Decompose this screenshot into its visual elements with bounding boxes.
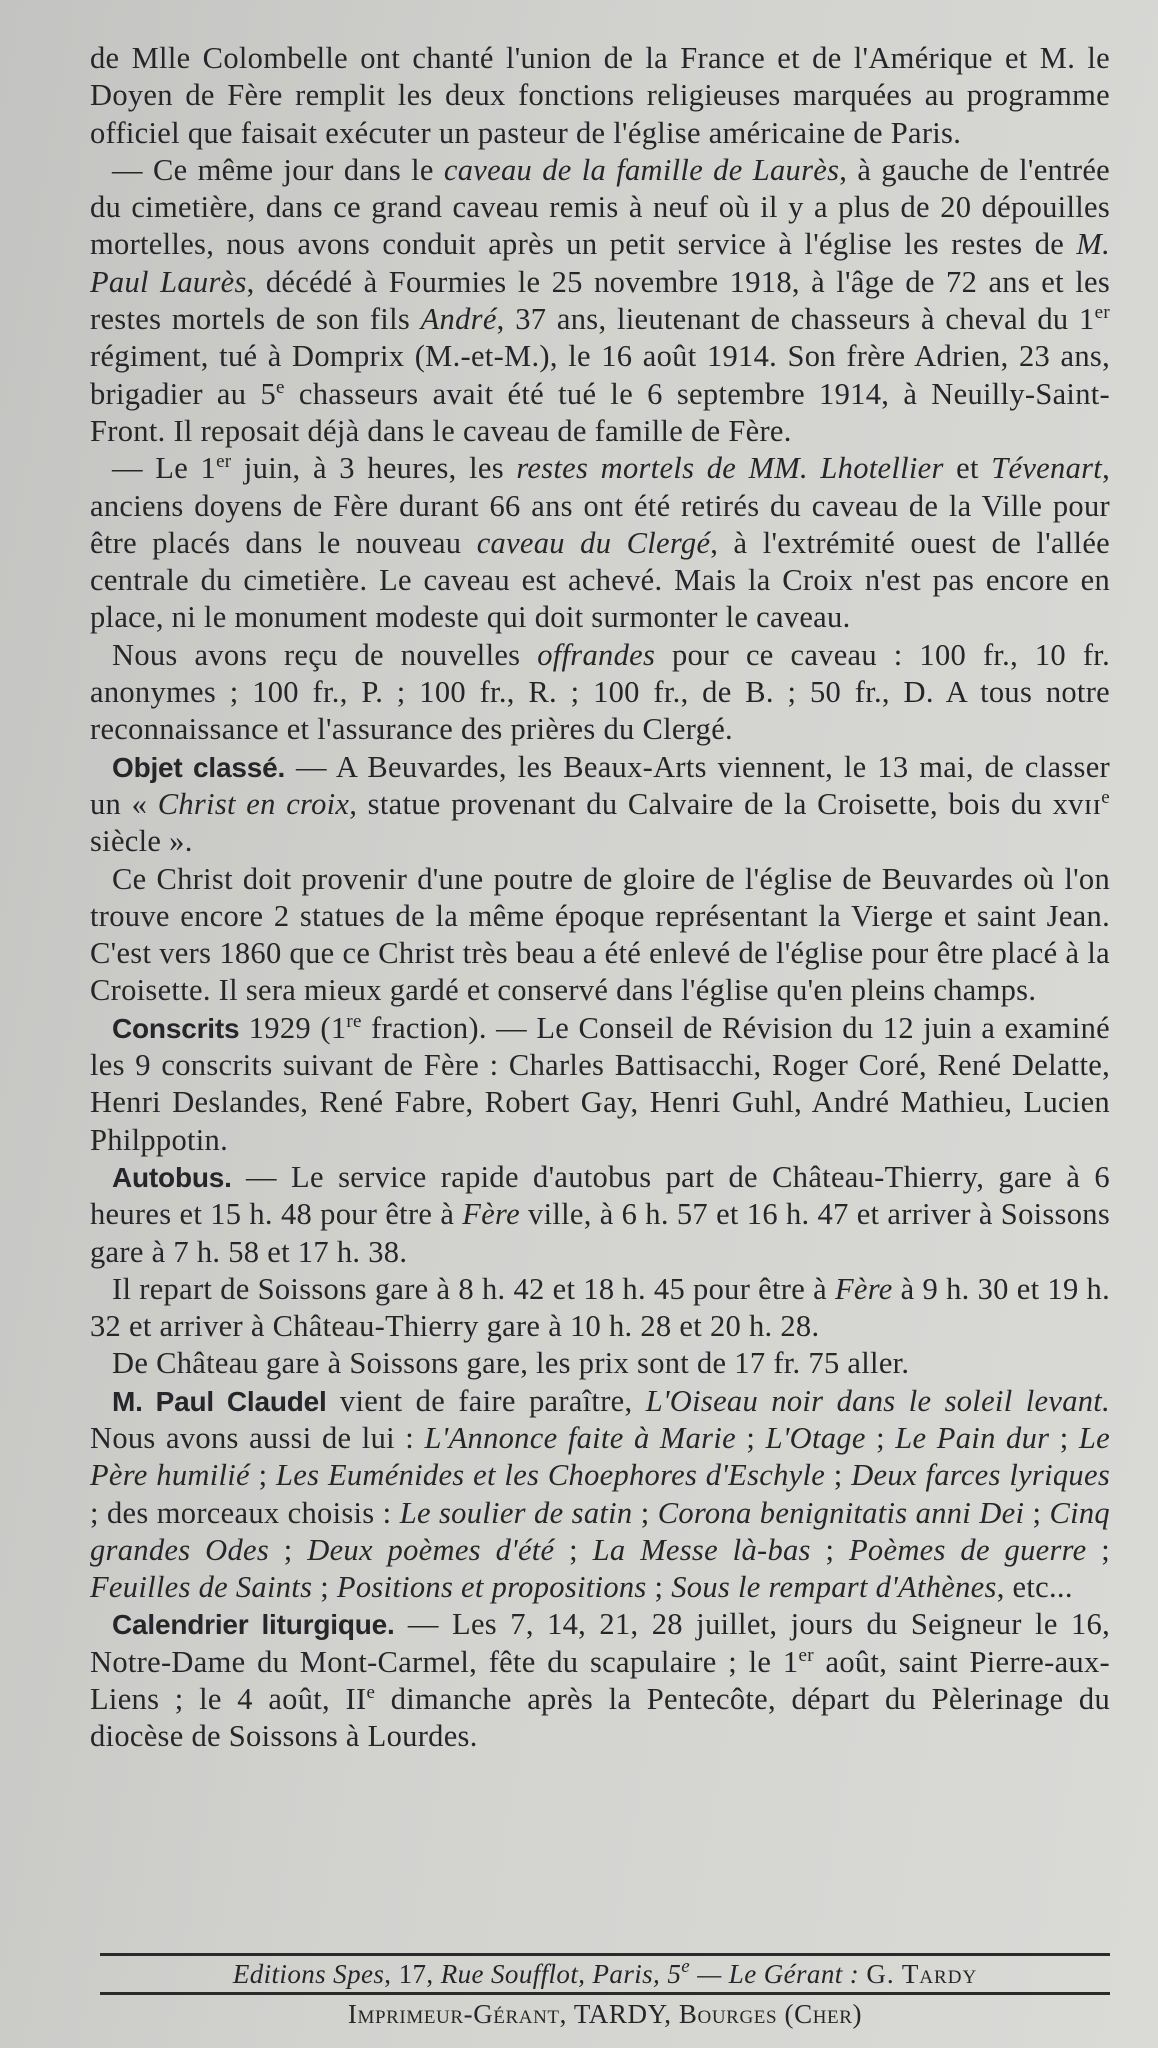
publisher-line bbox=[100, 1957, 1110, 1991]
text-run: ; bbox=[269, 1532, 308, 1567]
text-run: , 37 ans, lieutenant de chasseurs à cheval du 1 bbox=[496, 302, 1095, 337]
paragraph-offrandes bbox=[90, 637, 1110, 749]
text-run: — Les 7, 14, 21, 28 juillet, jours du Seigneur le 16, Notre-Dame du Mont-Carmel, fête du scapulaire ; le 1 bbox=[90, 1607, 1110, 1679]
section-heading: Objet classé. bbox=[112, 751, 286, 783]
italic-run: Feuilles de Saints bbox=[90, 1570, 313, 1605]
section-heading: M. Paul Claudel bbox=[112, 1385, 327, 1417]
text-run: — A Beuvardes, les Beaux-Arts viennent, le 13 mai, de classer un « bbox=[90, 749, 1110, 821]
text-run: ; des morceaux choisis : bbox=[90, 1495, 400, 1530]
section-claudel bbox=[90, 1383, 1110, 1607]
superscript: re bbox=[346, 1010, 362, 1032]
paragraph-prix bbox=[90, 1345, 1110, 1382]
footer-rule-top bbox=[100, 1953, 1110, 1956]
text-run: Nous avons aussi de lui : bbox=[90, 1420, 425, 1455]
text-run: 1929 (1 bbox=[239, 1010, 347, 1045]
text-run: Imprimeur-Gérant bbox=[347, 1999, 560, 2029]
text-run: ville, à 6 h. 57 et 16 h. 47 et arriver à Soissons gare à 7 h. 58 et 17 h. 38. bbox=[90, 1197, 1110, 1269]
section-heading: Calendrier liturgique. bbox=[112, 1609, 395, 1641]
text-run: août, saint Pierre-aux-Liens ; le 4 août, II bbox=[90, 1644, 1110, 1717]
text-run: ; bbox=[865, 1420, 896, 1455]
italic-run: Le Père humilié bbox=[90, 1420, 1111, 1493]
italic-run: restes mortels de MM. Lhotellier bbox=[516, 451, 944, 486]
text-run: De Château gare à Soissons gare, les prix sont de 17 fr. 75 aller. bbox=[112, 1346, 910, 1381]
italic-run: L'Annonce faite à Marie bbox=[424, 1420, 736, 1455]
paragraph-christ bbox=[90, 861, 1110, 1010]
superscript: e bbox=[276, 376, 285, 398]
text-run: ; bbox=[1086, 1532, 1111, 1567]
text-run: , TARDY, bbox=[559, 1999, 679, 2029]
text-run: fraction). — Le Conseil de Révision du 12 juin a examiné les 9 conscrits suivant de Fère : Charles Battisacchi, Roger Coré, René Delatte, Henri Deslandes, René Fabre, Robert Gay, Henri Guhl, André Mathieu, Lucien Philppotin. bbox=[90, 1010, 1110, 1157]
italic-run: Deux poèmes d'été bbox=[307, 1532, 555, 1567]
paragraph-lhotellier bbox=[90, 450, 1110, 636]
italic-run: Deux farces lyriques bbox=[851, 1458, 1110, 1493]
text-run: Cher bbox=[794, 1999, 853, 2029]
text-run: Il repart de Soissons gare à 8 h. 42 et 18 h. 45 pour être à bbox=[112, 1271, 835, 1306]
text-run: vient de faire paraître, bbox=[326, 1383, 646, 1418]
text-run: Ce Christ doit provenir d'une poutre de gloire de l'église de Beuvardes où l'on trouve encore 2 statues de la même époque représentant la Vierge et saint Jean. C'est vers 1860 que ce Christ très beau a été enlevé de l'église pour être placé à la Croisette. Il sera mieux gardé et conservé dans l'église qu'en pleins champs. bbox=[90, 861, 1110, 1008]
italic-run: L'Otage bbox=[765, 1420, 866, 1455]
text-run: ) bbox=[852, 1999, 863, 2029]
paragraph-repart bbox=[90, 1271, 1110, 1346]
italic-run: Le Pain dur bbox=[895, 1420, 1050, 1455]
text-run: siècle ». bbox=[90, 824, 193, 859]
paragraph-laures bbox=[90, 152, 1110, 450]
text-run: G. Tardy bbox=[866, 1959, 978, 1989]
italic-run: caveau de la famille de Laurès bbox=[443, 152, 840, 187]
italic-run: André bbox=[420, 302, 497, 337]
text-run: — Le Gérant : bbox=[690, 1959, 867, 1989]
italic-run: Fère bbox=[462, 1197, 520, 1232]
text-run: ; bbox=[1024, 1495, 1050, 1530]
text-run: ; bbox=[810, 1532, 849, 1567]
text-run: statue provenant du Calvaire de la Croisette, bois du xvɪɪ bbox=[357, 786, 1102, 821]
italic-run: Le soulier de satin bbox=[399, 1495, 633, 1530]
text-run: chasseurs avait été tué le 6 septembre 1914, à Neuilly-Saint-Front. Il reposait déjà dans le caveau de famille de Fère. bbox=[90, 376, 1110, 448]
text-run: Bourges bbox=[678, 1999, 778, 2029]
text-run: , à l'extrémité ouest de l'allée centrale du cimetière. Le caveau est achevé. Mais la Croix n'est pas encore en place, ni le monument modeste qui doit surmonter le caveau. bbox=[90, 525, 1110, 635]
text-run: , 17, bbox=[384, 1959, 441, 1989]
text-run: , anciens doyens de Fère durant 66 ans ont été retirés du caveau de la Ville pour être placés dans le nouveau bbox=[90, 451, 1111, 560]
italic-run: Christ en croix, bbox=[157, 786, 358, 821]
footer-rule-bottom bbox=[100, 1992, 1110, 1995]
text-run: ; bbox=[735, 1420, 766, 1455]
text-run: ; bbox=[554, 1532, 593, 1567]
italic-run: Poèmes de guerre bbox=[849, 1532, 1087, 1567]
section-conscrits bbox=[90, 1010, 1110, 1159]
text-run: et bbox=[943, 451, 992, 486]
text-run: régiment, tué à Domprix (M.-et-M.), le 16 août 1914. Son frère Adrien, 23 ans, brigadier au 5 bbox=[90, 339, 1110, 411]
superscript: e bbox=[366, 1682, 376, 1704]
text-run: Editions Spes bbox=[232, 1959, 385, 1989]
italic-run: Les Euménides et les Choephores d'Eschyle bbox=[276, 1458, 826, 1493]
text-run: de Mlle Colombelle ont chanté l'union de la France et de l'Amérique et M. le Doyen de Fère remplit les deux fonctions religieuses marquées au programme officiel que faisait exécuter un pasteur de l'église américaine de Paris. bbox=[90, 41, 1110, 150]
italic-run: caveau du Clergé bbox=[476, 525, 711, 560]
superscript: er bbox=[216, 451, 232, 473]
section-objet-classe bbox=[90, 749, 1110, 861]
paragraph-1 bbox=[90, 40, 1110, 152]
italic-run: M. Paul Laurès bbox=[90, 227, 1110, 299]
superscript: e bbox=[1101, 786, 1111, 808]
text-run: pour ce caveau : 100 fr., 10 fr. anonymes ; 100 fr., P. ; 100 fr., R. ; 100 fr., de B. ; 50 fr., D. A tous notre reconnaissance et l'assurance des prières du Clergé. bbox=[90, 637, 1110, 747]
printer-line bbox=[100, 1997, 1110, 2031]
italic-run: Corona benignitatis anni Dei bbox=[657, 1495, 1025, 1530]
text-run: ( bbox=[777, 1999, 795, 2029]
text-run: , à gauche de l'entrée du cimetière, dans ce grand caveau remis à neuf où il y a plus de 20 dépouilles mortelles, nous avons conduit après un petit service à l'église les restes de bbox=[90, 152, 1110, 262]
italic-run: Sous le rempart d'Athènes bbox=[671, 1570, 997, 1605]
text-run: Rue Soufflot, Paris, 5 bbox=[440, 1959, 682, 1989]
text-run: ; bbox=[249, 1458, 277, 1493]
italic-run: Cinq grandes Odes bbox=[90, 1495, 1110, 1567]
section-calendrier bbox=[90, 1606, 1110, 1755]
text-run: ; bbox=[646, 1570, 672, 1605]
section-heading: Autobus. bbox=[112, 1161, 232, 1193]
text-run: ; bbox=[825, 1458, 852, 1493]
italic-run: Fère bbox=[834, 1271, 893, 1306]
text-run: juin, à 3 heures, les bbox=[231, 451, 517, 486]
italic-run: La Messe là-bas bbox=[592, 1532, 811, 1567]
superscript: e bbox=[681, 1956, 691, 1977]
text-run: ; bbox=[1049, 1420, 1079, 1455]
gerant-name bbox=[866, 1959, 977, 1989]
text-run: Nous avons reçu de nouvelles bbox=[112, 637, 538, 672]
text-run: , décédé à Fourmies le 25 novembre 1918, à l'âge de 72 ans et les restes mortels de son fils bbox=[90, 264, 1110, 337]
text-run: dimanche après la Pentecôte, départ du Pèlerinage du diocèse de Soissons à Lourdes. bbox=[90, 1682, 1110, 1754]
section-heading: Conscrits bbox=[112, 1012, 240, 1044]
superscript: er bbox=[1094, 302, 1110, 324]
italic-run: Tévenart bbox=[991, 451, 1103, 486]
text-run: , etc... bbox=[996, 1570, 1073, 1605]
text-run: — Le 1 bbox=[112, 451, 217, 486]
text-run: — Le service rapide d'autobus part de Château-Thierry, gare à 6 heures et 15 h. 48 pour être à bbox=[90, 1159, 1110, 1232]
italic-run: Positions et propositions bbox=[336, 1570, 647, 1605]
text-run: ; bbox=[312, 1570, 337, 1605]
italic-run: offrandes bbox=[537, 637, 656, 672]
superscript: er bbox=[798, 1644, 814, 1666]
italic-run: L'Oiseau noir dans le soleil levant. bbox=[645, 1383, 1110, 1418]
text-run: — Ce même jour dans le bbox=[112, 152, 444, 187]
text-run: ; bbox=[632, 1495, 658, 1530]
body-text bbox=[90, 40, 1110, 1756]
section-autobus bbox=[90, 1159, 1110, 1271]
text-run: à 9 h. 30 et 19 h. 32 et arriver à Château-Thierry gare à 10 h. 28 et 20 h. 28. bbox=[90, 1271, 1110, 1344]
